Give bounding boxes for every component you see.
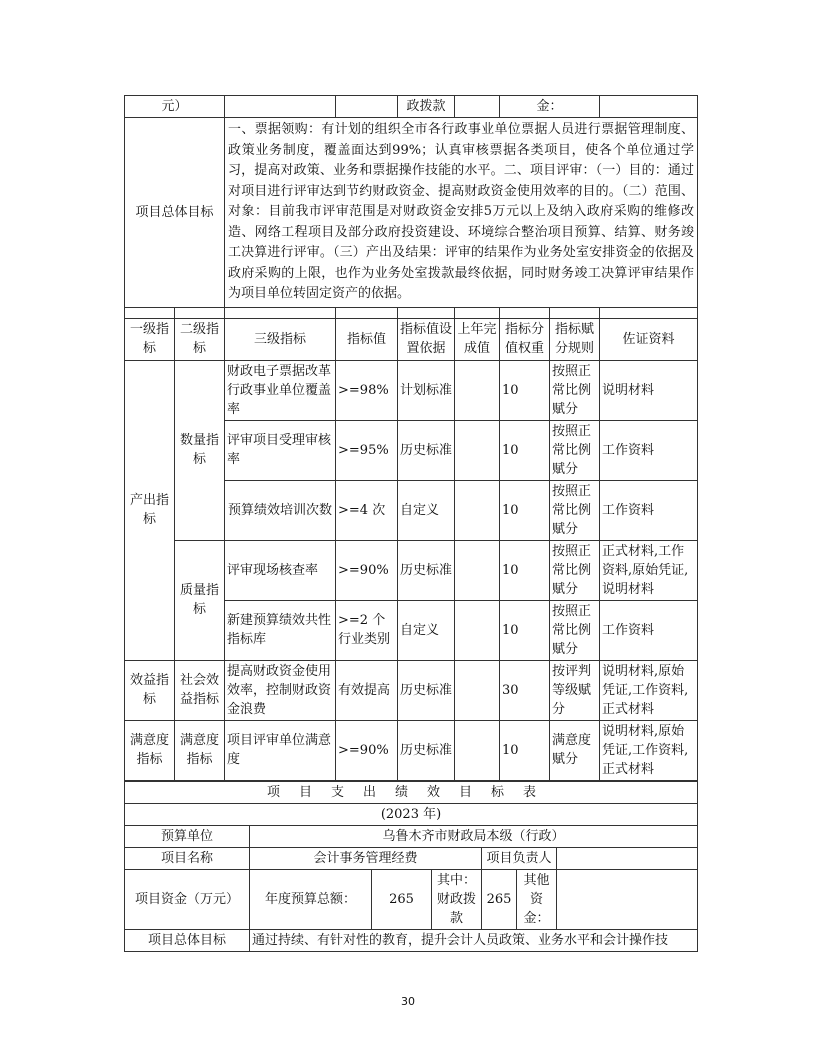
table-row: 预算绩效培训次数 >=4 次 自定义 10 按照正常比例赋分 工作资料	[125, 480, 698, 540]
level2-quantity: 数量指标	[175, 360, 225, 540]
table-row: 效益指标 社会效益指标 提高财政资金使用效率，控制财政资金浪费 有效提高 历史标准 30 按评判等级赋分 说明材料,原始凭证,工作资料,正式材料	[125, 660, 698, 720]
cell-yuan: 元）	[125, 96, 225, 118]
other-funds-value	[557, 870, 698, 930]
header-rule: 指标赋分规则	[550, 318, 600, 360]
project-owner-value	[557, 848, 698, 870]
expenditure-goal-table	[124, 781, 698, 952]
goal-text: 通过持续、有针对性的教育，提升会计人员政策、业务水平和会计操作技	[250, 930, 698, 952]
table-row: 满意度指标 满意度指标 项目评审单位满意度 >=90% 历史标准 10 满意度赋分 说明材料,原始凭证,工作资料,正式材料	[125, 720, 698, 780]
cell-other-funds: 金：	[500, 96, 600, 118]
funds-label: 项目资金（万元）	[125, 870, 250, 930]
level1-satisfaction: 满意度指标	[125, 720, 175, 780]
project-owner-label: 项目负责人	[482, 848, 557, 870]
budget-unit-value: 乌鲁木齐市财政局本级（行政）	[250, 826, 698, 848]
level2-satisfaction: 满意度指标	[175, 720, 225, 780]
table-row: 质量指标 评审现场核查率 >=90% 历史标准 10 按照正常比例赋分 正式材料,工作资料,原始凭证,说明材料	[125, 540, 698, 600]
header-weight: 指标分值权重	[500, 318, 550, 360]
table-row: 评审项目受理审核率 >=95% 历史标准 10 按照正常比例赋分 工作资料	[125, 420, 698, 480]
page-number: 30	[401, 995, 415, 1008]
cell-fiscal-funds: 政拨款	[398, 96, 455, 118]
table-row: 产出指标 数量指标 财政电子票据改革行政事业单位覆盖率 >=98% 计划标准 10 按照正常比例赋分 说明材料	[125, 360, 698, 420]
level2-quality: 质量指标	[175, 540, 225, 660]
header-evidence: 佐证资料	[600, 318, 698, 360]
header-level2: 二级指标	[175, 318, 225, 360]
annual-budget-label: 年度预算总额：	[250, 870, 372, 930]
header-basis: 指标值设置依据	[398, 318, 455, 360]
level1-benefit: 效益指标	[125, 660, 175, 720]
project-goal-text: 一、票据领购：有计划的组织全市各行政事业单位票据人员进行票据管理制度、政策业务制度，覆盖面达到99%；认真审核票据各类项目，使各个单位通过学习，提高对政策、业务和票据操作技能的水平。二、项目评审：（一）目的：通过对项目进行评审达到节约财政资金、提高财政资金使用效率的目的。（二）范围、对象：目前我市评审范围是对财政资金安排5万元以上及纳入政府采购的维修改造、网络工程项目及部分政府投资建设、环境综合整治项目预算、结算、财务竣工决算进行评审。（三）产出及结果：评审的结果作为业务处室安排资金的依据及政府采购的上限，也作为业务处室拨款最终依据，同时财务竣工决算评审结果作为项目单位转固定资产的依据。	[225, 118, 698, 308]
header-level3: 三级指标	[225, 318, 336, 360]
project-name-value: 会计事务管理经费	[250, 848, 482, 870]
fiscal-funds-label: 其中：财政拨款	[432, 870, 482, 930]
other-funds-label: 其他资金：	[517, 870, 557, 930]
annual-budget-value: 265	[372, 870, 432, 930]
table-year: (2023 年)	[125, 804, 698, 826]
level2-social: 社会效益指标	[175, 660, 225, 720]
continuation-row	[125, 96, 698, 118]
budget-unit-label: 预算单位	[125, 826, 250, 848]
table-title: 项目支出绩效目标表	[125, 782, 698, 804]
spacer-row	[125, 307, 698, 318]
level1-output: 产出指标	[125, 360, 175, 660]
table-row: 新建预算绩效共性指标库 >=2 个行业类别 自定义 10 按照正常比例赋分 工作资料	[125, 600, 698, 660]
project-goal-label: 项目总体目标	[125, 118, 225, 308]
header-level1: 一级指标	[125, 318, 175, 360]
header-row	[125, 318, 698, 360]
performance-indicator-table	[124, 95, 698, 781]
header-prev: 上年完成值	[455, 318, 500, 360]
project-name-label: 项目名称	[125, 848, 250, 870]
header-value: 指标值	[336, 318, 398, 360]
fiscal-funds-value: 265	[482, 870, 517, 930]
goal-label: 项目总体目标	[125, 930, 250, 952]
project-goal-row	[125, 118, 698, 308]
